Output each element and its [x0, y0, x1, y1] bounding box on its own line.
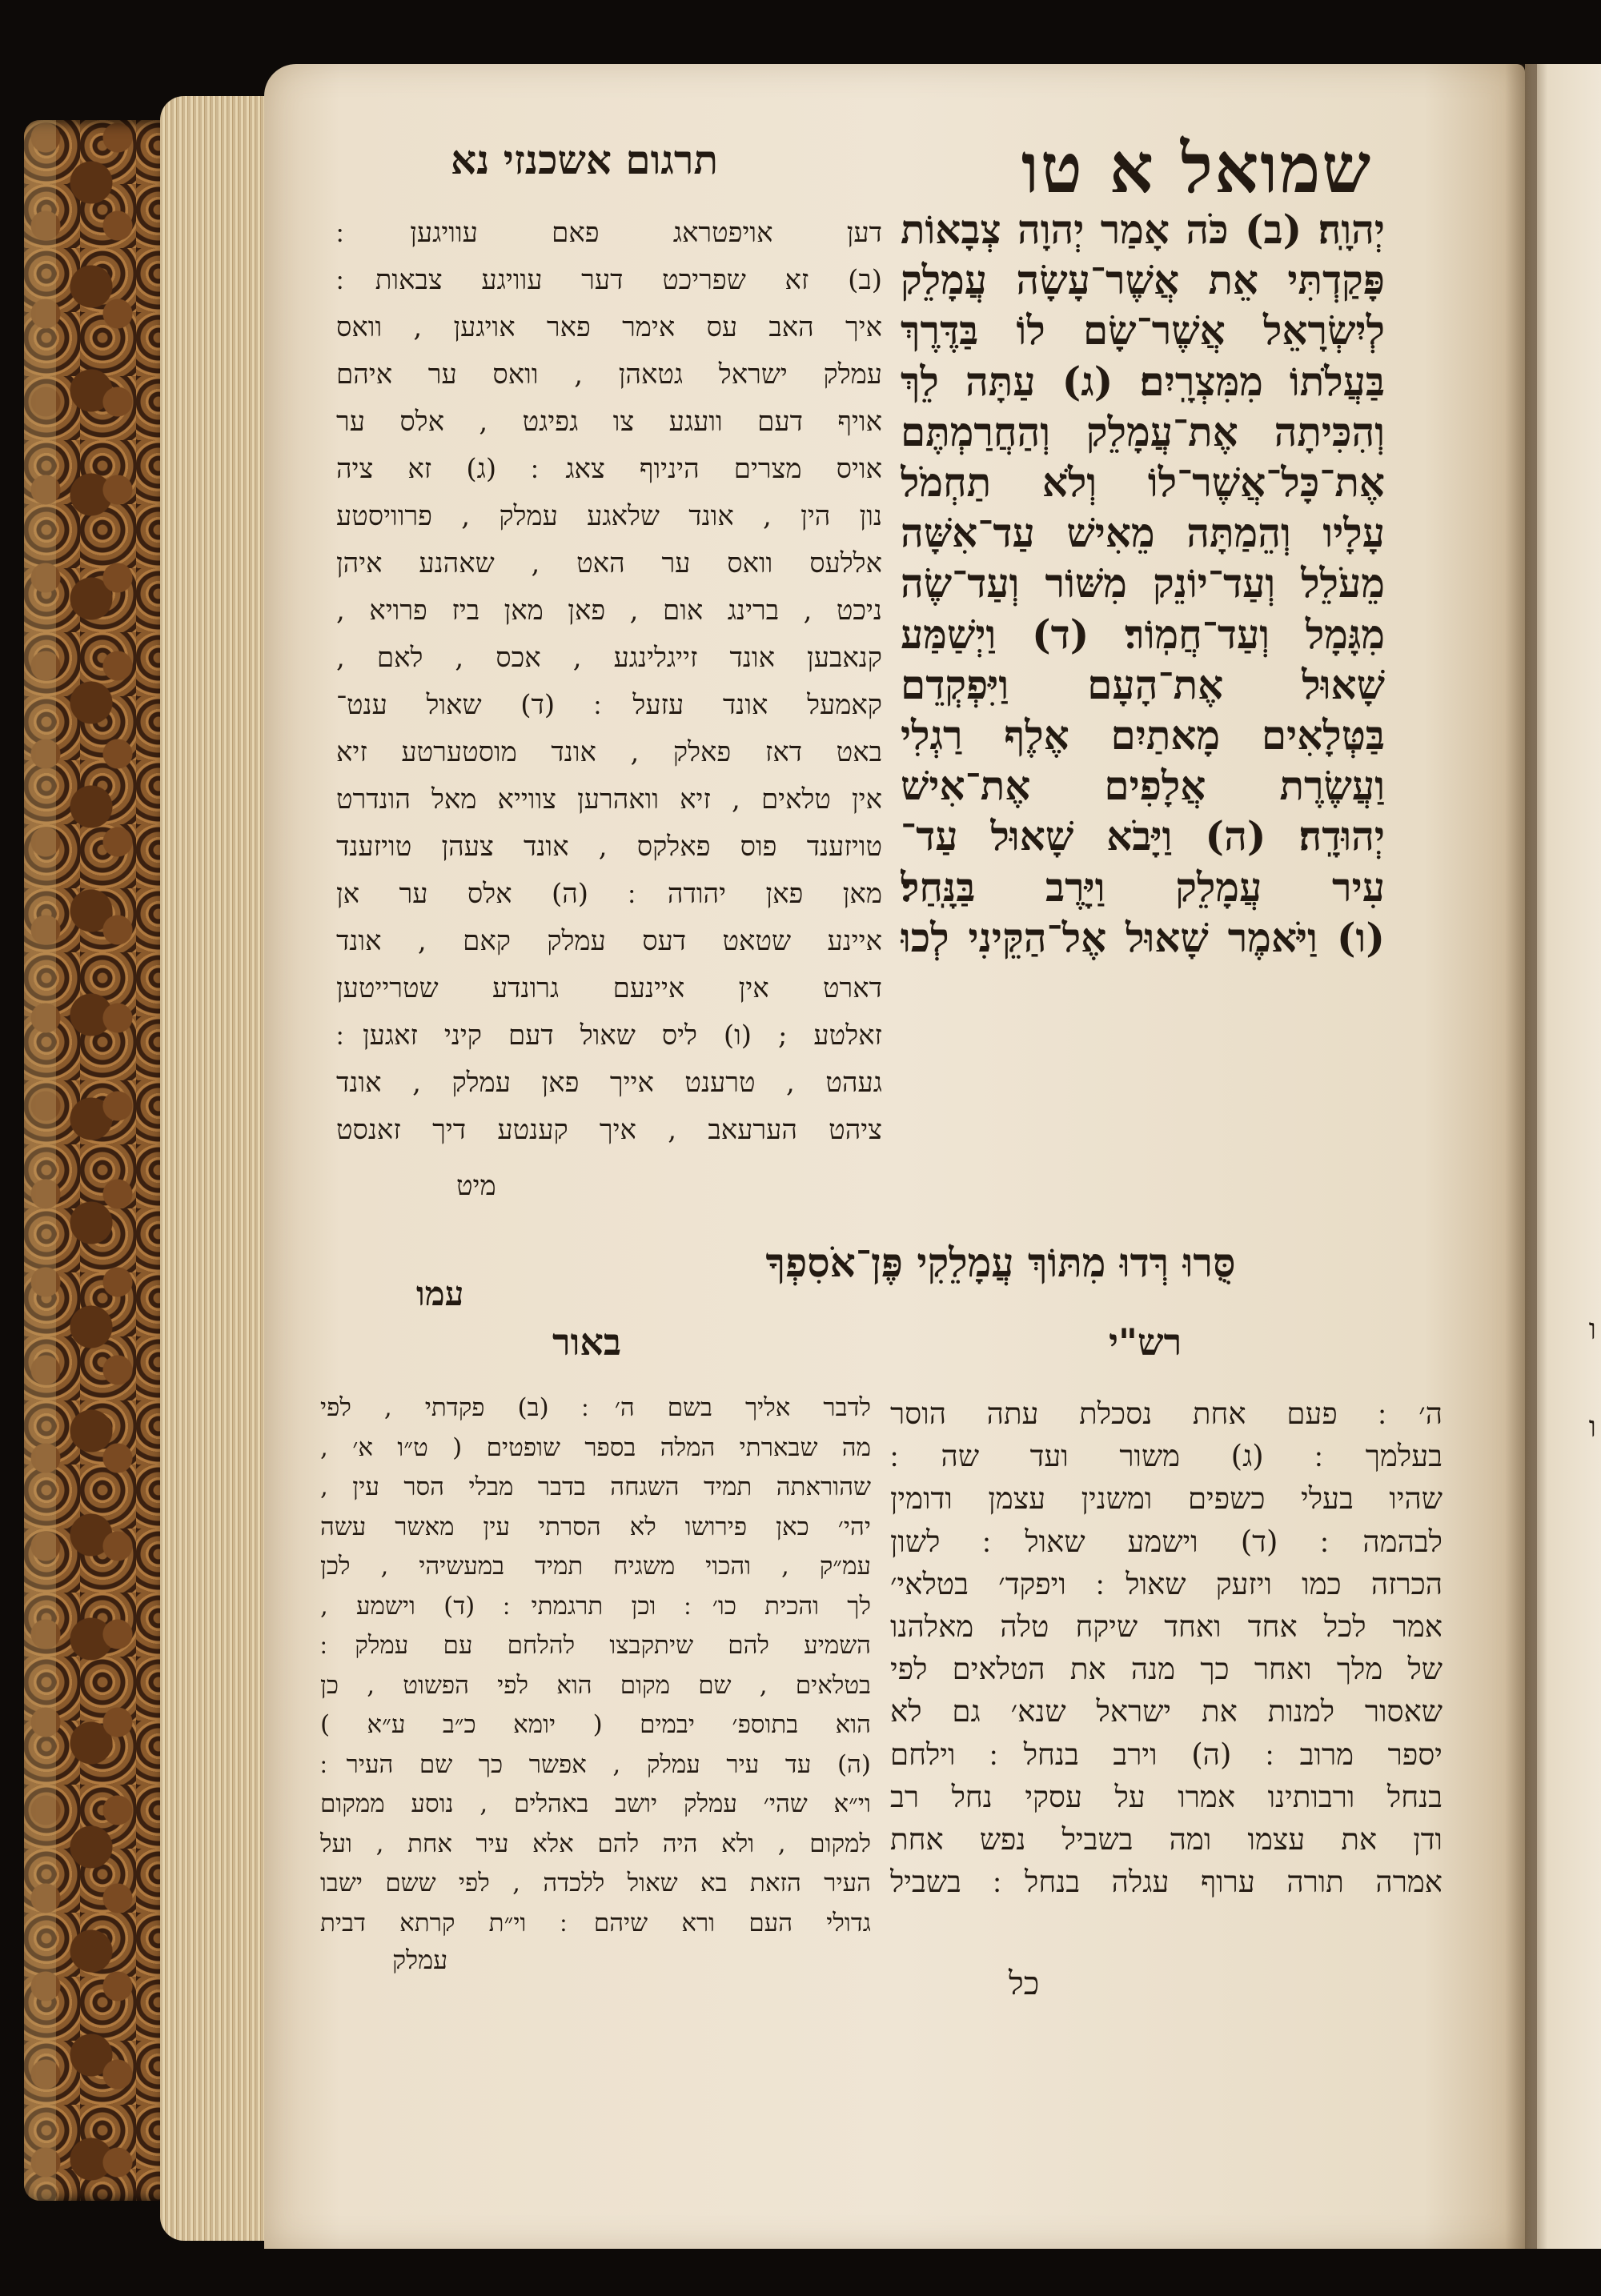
targum-column [336, 210, 882, 1154]
bible-line: עָלָיו וְהֵמַתָּה מֵאִישׁ עַד־אִשָּׁה [901, 509, 1385, 557]
rashi-line: הכרזה כמו ויזעק שאול ׃ ויפקד׳ בטלאי׳ [890, 1566, 1443, 1601]
rashi-line: אמר לכל אחד ואחד שיקח טלה מאלהנו [890, 1609, 1443, 1645]
targum-line: דארט אין איינעם גרונדע שטרייטען [336, 972, 882, 1004]
cover-spine-edge [24, 120, 56, 2201]
targum-line: עמלק ישראל גטאהן , וואס ער איהם [336, 359, 882, 391]
biur-line: גדולי העם ורא שיהם ׃ וי״ת קרתא דבית [320, 1908, 871, 1937]
facing-page-glyph: ו [1588, 1313, 1596, 1346]
rashi-line: של מלך ואחר כך מנה את הטלאים לפי [890, 1652, 1443, 1687]
rashi-line: אמרה תורה ערוף עגלה בנחל ׃ בשביל [890, 1865, 1443, 1900]
bible-line: עִיר עֲמָלֵק וַיָּרֶב בַּנָּֽחַל׃ [901, 863, 1385, 911]
targum-line: איך האב עס אימר פאר אויגען , וואס [336, 311, 882, 343]
bible-line: בַּטְּלָאִים מָאתַיִם אֶלֶף רַגְלִי [901, 711, 1385, 759]
targum-line: (ב) זא שפריכט דער עוויגע צבאות ׃ [336, 264, 882, 296]
targum-line: טויזענד פוס פאלקס , אונד צעהן טויזענד [336, 831, 882, 863]
biur-line: לדבר אליך בשם ה׳ ׃ (ב) פקדתי , לפי [320, 1393, 871, 1422]
rashi-commentary [890, 1392, 1443, 1903]
targum-line: געהט , טרענט אייך פאן עמלק , אונד [336, 1067, 882, 1099]
bible-line: פָּקַדְתִּי אֵת אֲשֶׁר־עָשָׂה עֲמָלֵק [901, 256, 1385, 304]
bible-last-line: סֻּרוּ רְּדוּ מִתּוֹךְ עֲמָלֵקִי פֶּן־אֹסִפְךָ [765, 1239, 1236, 1286]
rashi-heading: רש"י [1109, 1320, 1182, 1364]
rashi-line: בנחל ורבותינו אמרו על עסקי נחל רב [890, 1779, 1443, 1814]
rashi-line: בעלמך ׃ (ג) משור ועד שה ׃ [890, 1439, 1443, 1474]
biur-line: שהוראתה תמיד השגחה בדבר מבלי הסר עין , [320, 1473, 871, 1501]
facing-page-text [1589, 1312, 1596, 1444]
running-header-targum: תרגום אשכנזי נא [451, 136, 718, 183]
bible-line: לְיִשְׂרָאֵל אֲשֶׁר־שָׂם לוֹ בַּדֶּרֶךְ [901, 307, 1385, 355]
targum-last-word: מיט [456, 1170, 496, 1202]
targum-line: זאלטע ; (ו) ליס שאול דעם קיני זאגען ׃ [336, 1020, 882, 1052]
biur-line: לך והכית כו׳ ׃ וכן תרגמתי ׃ (ד) וישמע , [320, 1591, 871, 1621]
bible-line: יְהוּדָֽה׃ (ה) וַיָּבֹא שָׁאוּל עַד־ [901, 812, 1385, 860]
targum-line: קאמעל אונד עזעל ׃ (ד) שאול ענט־ [336, 689, 882, 721]
biur-line: עמ״ק , והכוי משגיח תמיד במעשיהי , לכן [320, 1552, 871, 1581]
bible-line: יְהוָֽה׃ (ב) כֹּה אָמַר יְהוָה צְבָאוֹת [901, 206, 1385, 253]
targum-line: אויף דעם וועגע צו גפיגט , אלס ער [336, 406, 882, 438]
rashi-line: ה׳ ׃ פעם אחת נסכלת עתה הוסר [890, 1396, 1443, 1431]
targum-line: אין טלאים , זיא וואהרען צווייא מאל הונדרט [336, 783, 882, 815]
running-header-book: שמואל א טו [1021, 128, 1373, 209]
bible-line: אֶת־כָּל־אֲשֶׁר־לוֹ וְלֹא תַחְמֹל [901, 459, 1385, 507]
rashi-line: שאסור למנות את ישראל שנא׳ גם לא [890, 1694, 1443, 1729]
biur-line: וי״א שהי׳ עמלק יושב באהלים , נוסע ממקום [320, 1789, 871, 1818]
bible-line: וְהִכִּיתָה אֶת־עֲמָלֵק וְהַחֲרַמְתֶּם [901, 407, 1385, 455]
biur-heading: באור [552, 1320, 622, 1364]
biur-line: למקום , ולא היה להם אלא עיר אחת , ועל [320, 1829, 871, 1858]
targum-line: נון הין , אונד שלאגע עמלק , פרוויסטע [336, 500, 882, 532]
rashi-line: שהיו בעלי כשפים ומשנין עצמן ודומין [890, 1481, 1443, 1517]
gutter-shadow [1505, 64, 1537, 2249]
biur-line: מה שבארתי המלה בספר שופטים ( ט״ו א׳ , [320, 1432, 871, 1462]
facing-page-glyph: ו [1588, 1411, 1596, 1444]
biur-line: (ה) עד עיר עמלק , אפשר כך שם העיר ׃ [320, 1749, 871, 1779]
targum-line: מאן פאן יהודה ׃ (ה) אלס ער אן [336, 878, 882, 910]
biur-line: הוא בתוספ׳ יבמים ( יומא כ״ב ע״א ) [320, 1710, 871, 1739]
bible-text-column [901, 204, 1385, 963]
targum-line: אויס מצרים היניוף צאג ׃ (ג) זא ציה [336, 453, 882, 485]
targum-line: ניכט , ברינג אום , פאן מאן ביז פרויא , [336, 595, 882, 627]
bible-line: (ו) וַיֹּאמֶר שָׁאוּל אֶל־הַקֵּינִי לְכוּ [901, 913, 1385, 961]
targum-line: ציהט הערעאב , איך קענטע דיך זאנסט [336, 1114, 882, 1146]
bible-line: בַּעֲלֹתוֹ מִמִּצְרָֽיִם׃ (ג) עַתָּה לֵךְ [901, 357, 1385, 405]
rashi-line: לבהמה ׃ (ד) וישמע שאול ׃ לשון [890, 1524, 1443, 1559]
targum-line: איינע שטאט דעס עמלק קאם , אונד [336, 925, 882, 957]
biur-line: השמיע להם שיתקבצו להלחם עם עמלק ׃ [320, 1631, 871, 1660]
biur-line: העיר הזאת בא שאול ללכדה , לפי ששם ישבו [320, 1869, 871, 1897]
rashi-catchword: כל [1009, 1965, 1040, 2002]
bible-line: מִגָּמָל וְעַד־חֲמֽוֹר׃ (ד) וַיְשַׁמַּע [901, 610, 1385, 658]
biur-catchword: עמלק [392, 1945, 448, 1975]
rashi-line: יספר מרוב ׃ (ה) וירב בנחל ׃ וילחם [890, 1737, 1443, 1772]
bible-line: וַעֲשֶׂרֶת אֲלָפִים אֶת־אִישׁ [901, 762, 1385, 810]
catchword: עמו [416, 1274, 464, 1313]
targum-line: באט דאז פאלק , אונד מוסטערטע זיא [336, 736, 882, 768]
bible-line: מֵעֹלֵל וְעַד־יוֹנֵק מִשּׁוֹר וְעַד־שֶׂה [901, 559, 1385, 607]
targum-line: קנאבען אונד זייגלינגע , אכס , לאם , [336, 642, 882, 674]
rashi-line: ודן את עצמו ומה בשביל נפש אחת [890, 1822, 1443, 1857]
biur-line: בטלאים , שם מקום הוא לפי הפשוט , כן [320, 1670, 871, 1700]
targum-line: אללעס וואס ער האט , שאהנע איהן [336, 547, 882, 579]
bible-line: שָׁאוּל אֶת־הָעָם וַיִּפְקְדֵם [901, 660, 1385, 708]
biur-line: יהי׳ כאן פירושו לא הסרתי עין מאשר עשה [320, 1512, 871, 1541]
biur-commentary [320, 1388, 871, 1943]
targum-line: דען אויפטראג פאם עוויגען ׃ [336, 217, 882, 249]
